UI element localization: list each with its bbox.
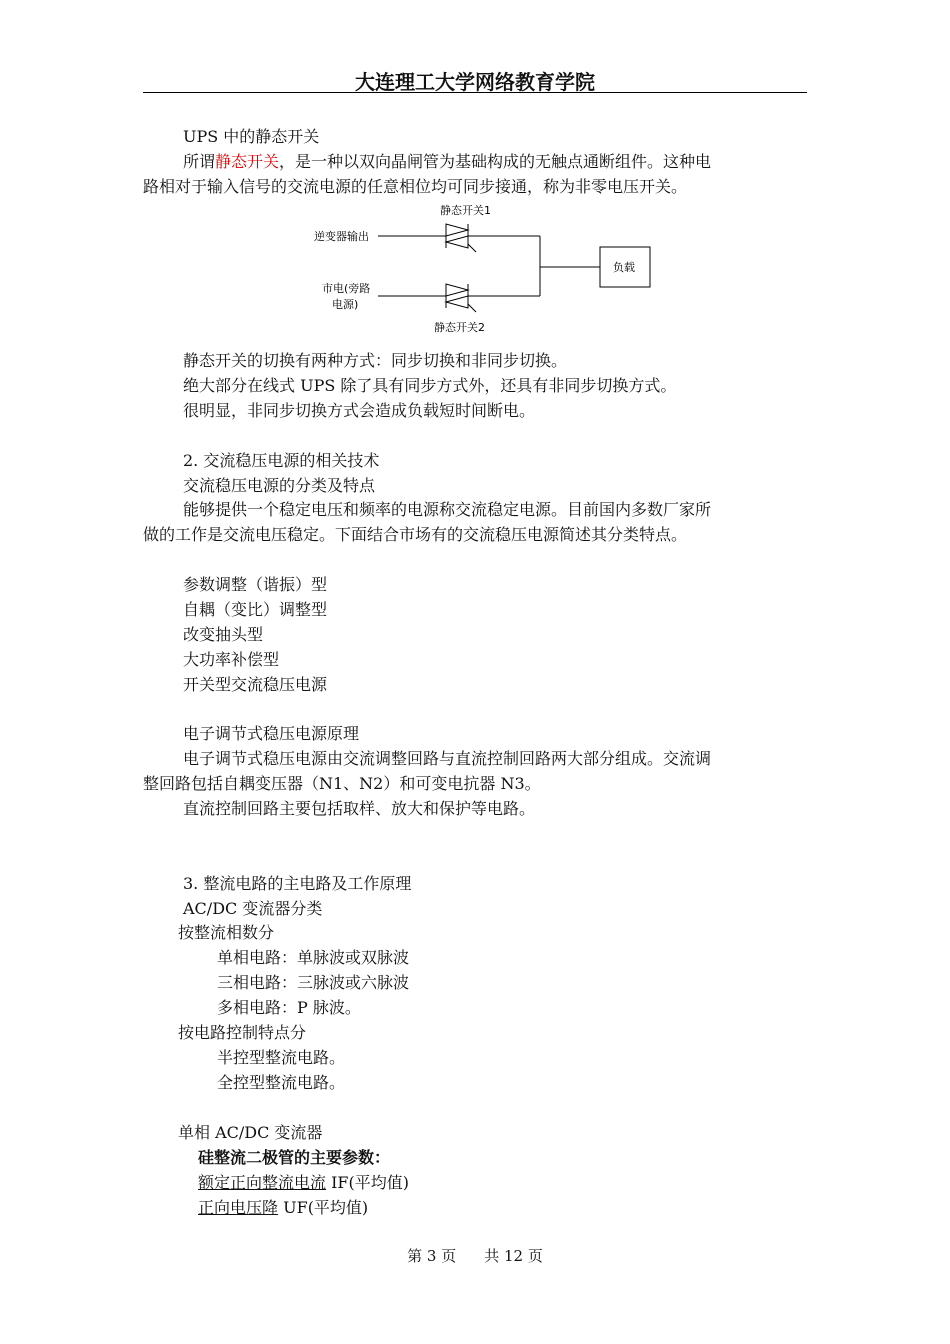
acdc-classification: AC/DC 变流器分类 bbox=[183, 899, 323, 918]
principle-heading: 电子调节式稳压电源原理 bbox=[183, 724, 360, 743]
phase-item: 三相电路：三脉波或六脉波 bbox=[217, 973, 410, 992]
type-item: 自耦（变比）调整型 bbox=[183, 600, 328, 619]
param-if-line bbox=[198, 1173, 409, 1193]
inverter-output-label: 逆变器输出 bbox=[314, 230, 369, 243]
by-phase-heading: 按整流相数分 bbox=[178, 923, 275, 942]
principle-line2: 整回路包括自耦变压器（N1、N2）和可变电抗器 N3。 bbox=[143, 774, 541, 793]
mains-label-line2: 电源) bbox=[332, 298, 359, 311]
section2-para-line2: 做的工作是交流电压稳定。下面结合市场有的交流稳压电源简述其分类特点。 bbox=[143, 525, 688, 544]
ups-paragraph-line2: 路相对于输入信号的交流电源的任意相位均可同步接通，称为非零电压开关。 bbox=[143, 177, 688, 196]
param-uf-rest: UF(平均值) bbox=[278, 1198, 369, 1217]
param-if-term: 额定正向整流电流 bbox=[198, 1173, 327, 1192]
type-item: 开关型交流稳压电源 bbox=[183, 675, 328, 694]
triac1-symbol bbox=[446, 224, 476, 252]
switch-mode-line: 静态开关的切换有两种方式：同步切换和非同步切换。 bbox=[183, 351, 568, 370]
page-footer bbox=[0, 1245, 950, 1266]
principle-line3: 直流控制回路主要包括取样、放大和保护等电路。 bbox=[183, 799, 536, 818]
mains-label-line1: 市电(旁路 bbox=[322, 282, 371, 295]
param-uf-line bbox=[198, 1198, 368, 1218]
phase-item: 单相电路：单脉波或双脉波 bbox=[217, 948, 410, 967]
principle-line1: 电子调节式稳压电源由交流调整回路与直流控制回路两大部分组成。交流调 bbox=[183, 749, 712, 768]
param-if-rest: IF(平均值) bbox=[326, 1173, 410, 1192]
ups-heading: UPS 中的静态开关 bbox=[183, 127, 320, 146]
section2-para-line1: 能够提供一个稳定电压和频率的电源称交流稳定电源。目前国内多数厂家所 bbox=[183, 500, 712, 519]
page-total: 共 12 页 bbox=[484, 1247, 543, 1265]
phase-item: 多相电路：P 脉波。 bbox=[217, 998, 361, 1017]
by-control-heading: 按电路控制特点分 bbox=[178, 1023, 307, 1042]
header-rule bbox=[143, 92, 807, 93]
ups-p1-prefix: 所谓 bbox=[183, 152, 216, 171]
online-ups-line: 绝大部分在线式 UPS 除了具有同步方式外，还具有非同步切换方式。 bbox=[183, 376, 677, 395]
control-item: 半控型整流电路。 bbox=[217, 1048, 346, 1067]
page-header-title: 大连理工大学网络教育学院 bbox=[355, 70, 595, 94]
ups-p1-rest: ，是一种以双向晶闸管为基础构成的无触点通断组件。这种电 bbox=[279, 152, 712, 171]
triac2-symbol bbox=[446, 284, 476, 312]
section2-sub: 交流稳压电源的分类及特点 bbox=[183, 476, 376, 495]
page-number: 第 3 页 bbox=[407, 1247, 457, 1265]
type-item: 改变抽头型 bbox=[183, 625, 264, 644]
type-item: 参数调整（谐振）型 bbox=[183, 575, 328, 594]
section3-heading: 3. 整流电路的主电路及工作原理 bbox=[183, 874, 412, 893]
async-break-line: 很明显，非同步切换方式会造成负载短时间断电。 bbox=[183, 401, 536, 420]
static-switch-diagram bbox=[300, 200, 660, 340]
ups-paragraph-line1 bbox=[183, 152, 711, 172]
section2-heading: 2. 交流稳压电源的相关技术 bbox=[183, 451, 380, 470]
type-item: 大功率补偿型 bbox=[183, 650, 280, 669]
single-phase-heading: 单相 AC/DC 变流器 bbox=[178, 1123, 323, 1142]
diode-params-heading: 硅整流二极管的主要参数： bbox=[198, 1148, 391, 1167]
switch1-label: 静态开关1 bbox=[440, 204, 491, 217]
load-label: 负载 bbox=[613, 261, 635, 274]
switch2-label: 静态开关2 bbox=[434, 321, 485, 334]
param-uf-term: 正向电压降 bbox=[198, 1198, 279, 1217]
static-switch-term: 静态开关 bbox=[215, 152, 280, 171]
control-item: 全控型整流电路。 bbox=[217, 1073, 346, 1092]
